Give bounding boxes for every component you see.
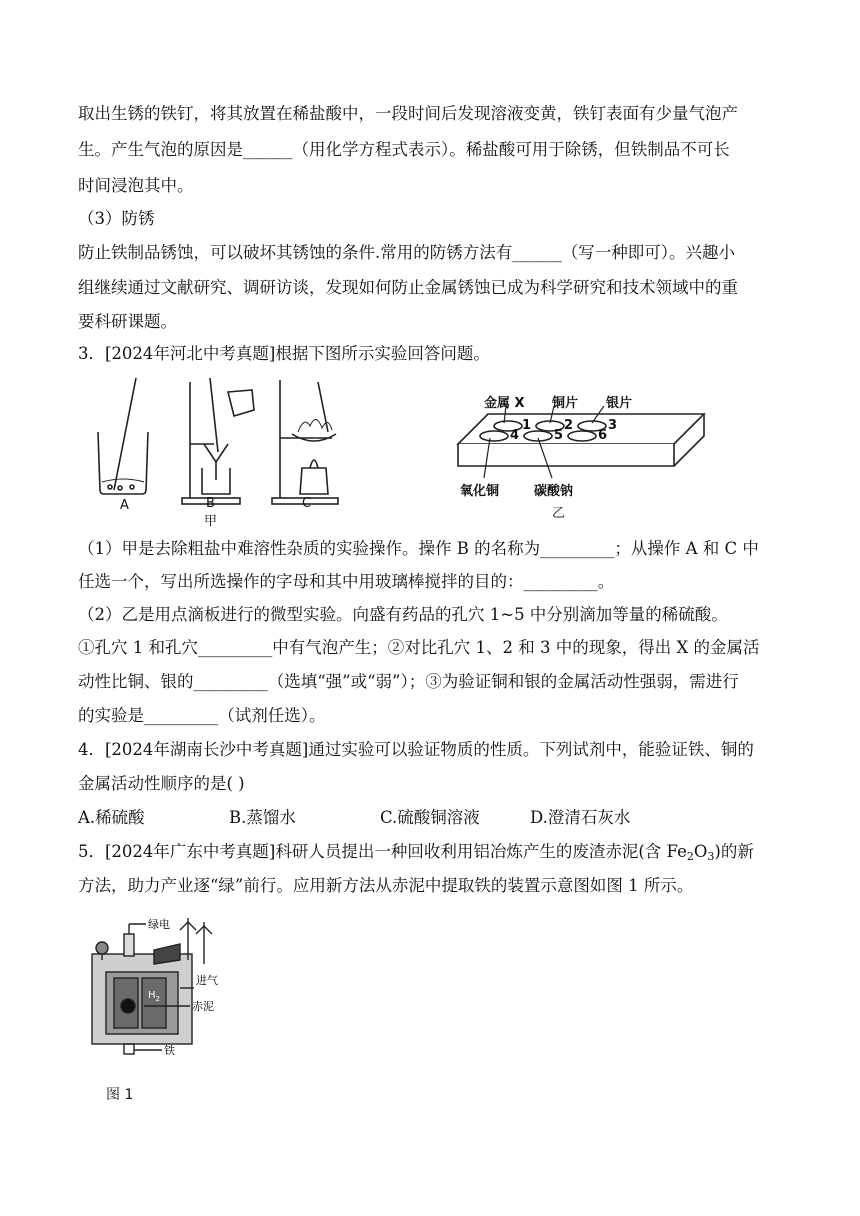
hole-5: 5	[554, 428, 564, 443]
question-5-line: 方法，助力产业逐“绿”前行。应用新方法从赤泥中提取铁的装置示意图如图 1 所示。	[78, 876, 694, 895]
figure-1	[84, 914, 224, 1104]
figure-1-caption: 图 1	[106, 1087, 134, 1103]
question-3-line: ①孔穴 1 和孔穴_________中有气泡产生；②对比孔穴 1、2 和 3 中的现象，得出 X 的金属活	[78, 638, 760, 657]
label-c: C	[302, 496, 312, 511]
section-heading: （3）防锈	[78, 209, 155, 228]
question-4-line: 金属活动性顺序的是( )	[78, 774, 245, 793]
paragraph-line: 时间浸泡其中。	[78, 176, 194, 195]
option-d: D.澄清石灰水	[530, 808, 631, 827]
label-copper-oxide: 氧化铜	[460, 484, 500, 499]
h2-label: $H_2$	[148, 990, 160, 1003]
hole-1: 1	[522, 418, 532, 433]
question-3-line: 的实验是_________（试剂任选）。	[78, 706, 326, 725]
o-subscript: 3	[707, 850, 715, 863]
figure-yi	[454, 392, 724, 532]
label-silver: 银片	[606, 396, 633, 411]
option-a: A.稀硫酸	[78, 808, 145, 827]
q5-text-end: )的新	[714, 842, 754, 861]
option-c: C.硫酸铜溶液	[380, 808, 480, 827]
question-3-line: （1）甲是去除粗盐中难溶性杂质的实验操作。操作 B 的名称为_________；从操作 A 和 C 中	[78, 539, 759, 558]
spot-plate-illustration	[454, 392, 724, 532]
inlet-label: 进气	[196, 974, 218, 987]
question-5-line	[78, 841, 754, 868]
label-a: A	[120, 498, 129, 513]
figure-caption-yi: 乙	[552, 506, 566, 521]
iron-label: 铁	[164, 1044, 175, 1057]
question-3-line: （2）乙是用点滴板进行的微型实验。向盛有药品的孔穴 1~5 中分别滴加等量的稀硫酸。	[78, 605, 728, 624]
hole-2: 2	[564, 418, 574, 433]
hole-6: 6	[598, 428, 608, 443]
paragraph-line: 组继续通过文献研究、调研访谈，发现如何防止金属锈蚀已成为科学研究和技术领域中的重	[78, 278, 738, 297]
fe-subscript: 2	[686, 850, 694, 863]
iron-extraction-apparatus-illustration	[84, 914, 224, 1074]
q5-text-start: 5．[2024年广东中考真题]科研人员提出一种回收利用铝冶炼产生的废渣赤泥(含 Fe	[78, 842, 687, 861]
label-b: B	[206, 496, 215, 511]
figure-jia	[84, 372, 384, 529]
label-metal-x: 金属 X	[484, 396, 525, 411]
option-b: B.蒸馏水	[229, 808, 296, 827]
question-4-line: 4．[2024年湖南长沙中考真题]通过实验可以验证物质的性质。下列试剂中，能验证铁、铜的	[78, 740, 754, 759]
red-mud-label: 赤泥	[192, 1000, 214, 1013]
lab-apparatus-illustration	[84, 372, 384, 524]
paragraph-line: 取出生锈的铁钉，将其放置在稀盐酸中，一段时间后发现溶液变黄，铁钉表面有少量气泡产	[78, 104, 738, 123]
paragraph-line: 要科研课题。	[78, 312, 177, 331]
figure-caption-jia: 甲	[204, 514, 218, 529]
paragraph-line: 生。产生气泡的原因是______（用化学方程式表示）。稀盐酸可用于除锈，但铁制品不可长	[78, 140, 730, 159]
question-3-line: 任选一个，写出所选操作的字母和其中用玻璃棒搅拌的目的：_________。	[78, 572, 615, 591]
green-power-label: 绿电	[148, 918, 170, 931]
hole-4: 4	[510, 428, 520, 443]
label-sodium-carbonate: 碳酸钠	[534, 484, 574, 499]
question-3-title: 3．[2024年河北中考真题]根据下图所示实验回答问题。	[78, 344, 490, 363]
oxygen-symbol: O	[693, 842, 708, 861]
label-copper: 铜片	[552, 396, 579, 411]
question-3-line: 动性比铜、银的_________（选填“强”或“弱”）；③为验证铜和银的金属活动性强弱，需进行	[78, 672, 739, 691]
hole-3: 3	[608, 418, 618, 433]
paragraph-line: 防止铁制品锈蚀，可以破坏其锈蚀的条件.常用的防锈方法有______（写一种即可）。兴趣小	[78, 243, 735, 262]
